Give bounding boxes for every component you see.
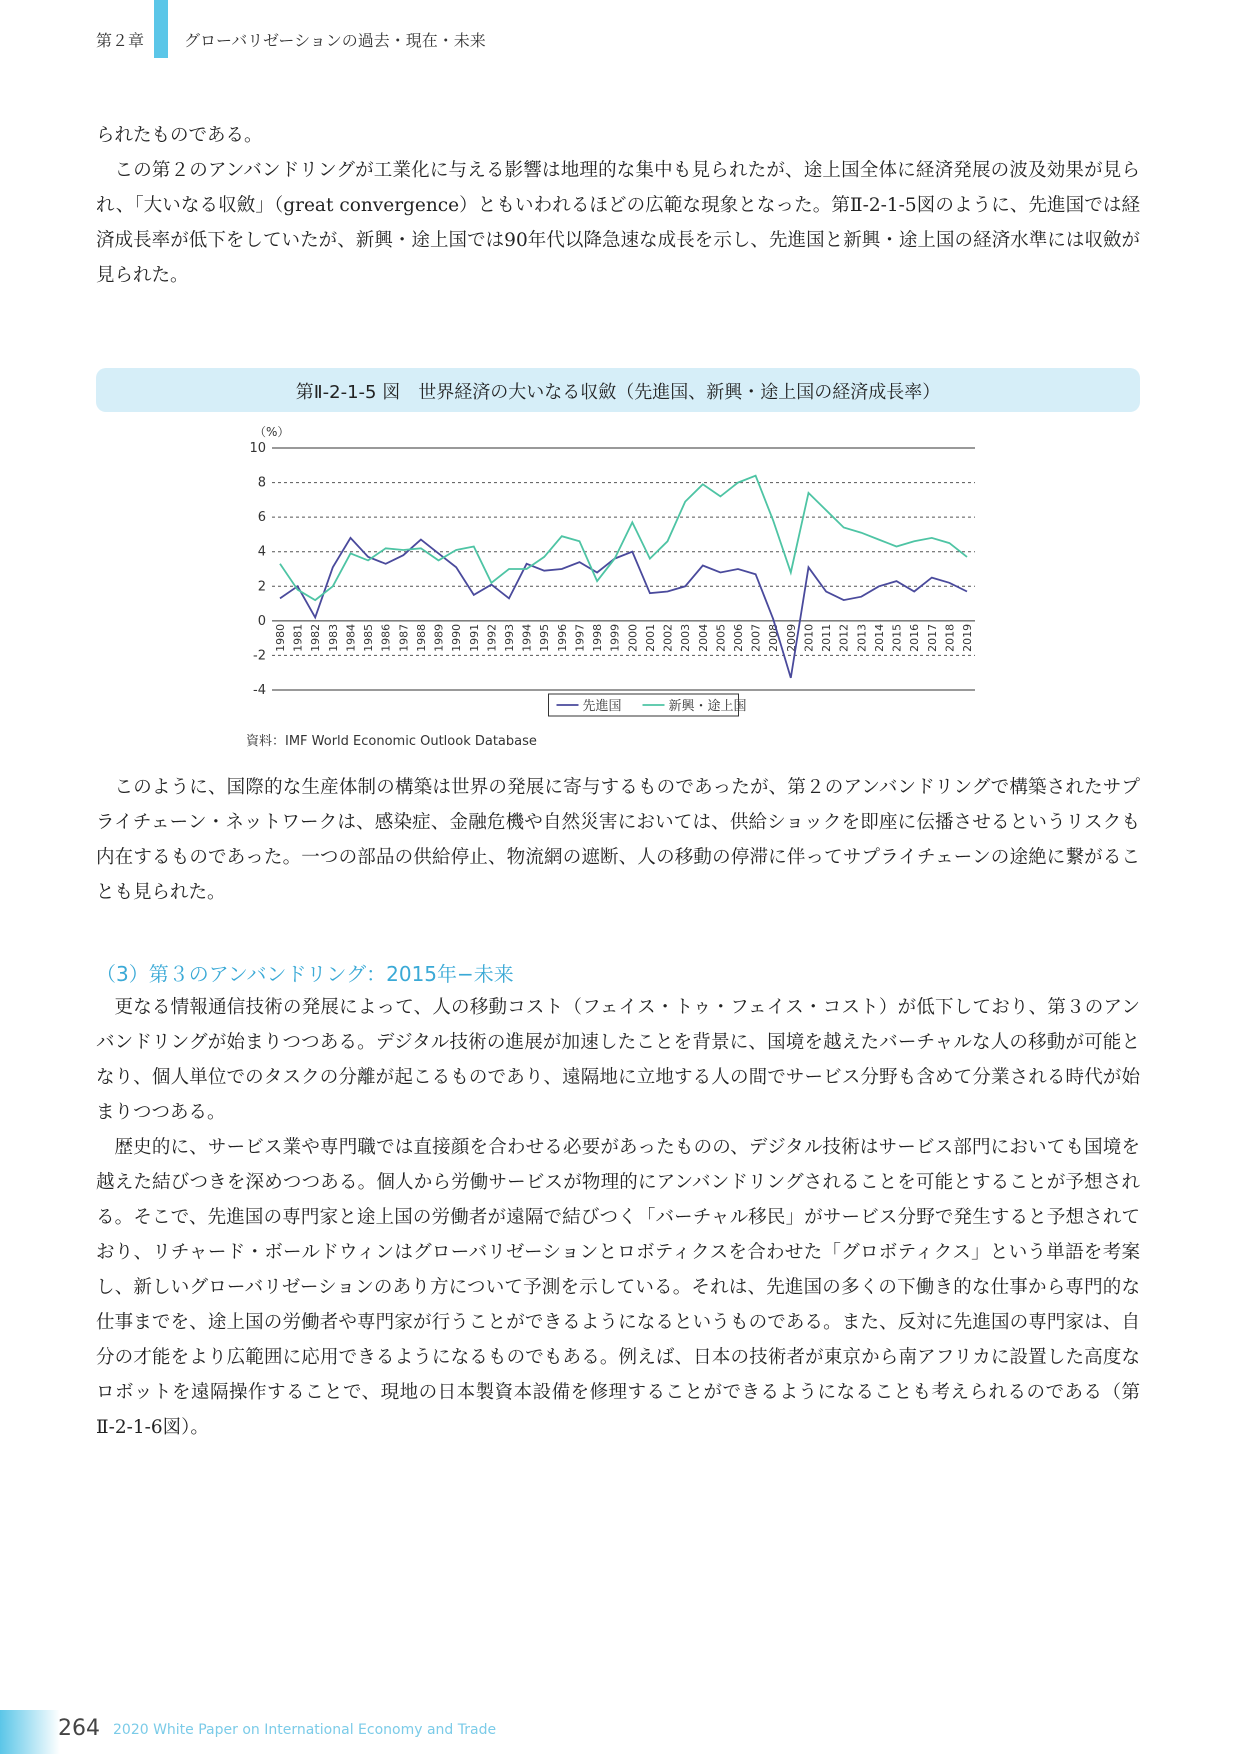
x-tick-label: 1991 xyxy=(467,623,481,652)
legend-label-1: 新興・途上国 xyxy=(668,699,747,714)
after-chart-paragraph: このように、国際的な生産体制の構築は世界の発展に寄与するものであったが、第２のアンバンドリングで構築されたサプライチェーン・ネットワークは、感染症、金融危機や自然災害においては、供給ショックを即座に伝播させるというリスクも内在するものであった。一つの部品の供給停止、物流網の遮断、人の移動の停滞に伴ってサプライチェーンの途絶に繋がることも見られた。 xyxy=(96,777,1140,903)
section-3-paragraph-2: 歴史的に、サービス業や専門職では直接顔を合わせる必要があったものの、デジタル技術はサービス部門においても国境を越えた結びつきを深めつつある。個人から労働サービスが物理的にアンバンドリングされることを可能とすることが予想される。そこで、先進国の専門家と途上国の労働者が遠隔で結びつく「バーチャル移民」がサービス分野で発生すると予想されており、リチャード・ボールドウィンはグローバリゼーションとロボティクスを合わせた「グロボティクス」という単語を考案し、新しいグローバリゼーションのあり方について予測を示している。それは、先進国の多くの下働き的な仕事から専門的な仕事までを、途上国の労働者や専門家が行うことができるようになるというものである。また、反対に先進国の専門家は、自分の才能をより広範囲に応用できるようになるものでもある。例えば、日本の技術者が東京から南アフリカに設置した高度なロボットを遠隔操作することで、現地の日本製資本設備を修理することができるようになることも考えられるのである（第Ⅱ-2-1-6図）。 xyxy=(96,1137,1140,1438)
x-tick-label: 2016 xyxy=(908,623,922,652)
figure-title-box xyxy=(96,368,1140,412)
x-tick-label: 1982 xyxy=(309,623,323,652)
chapter-title: グローバリゼーションの過去・現在・未来 xyxy=(184,31,486,50)
x-tick-label: 1992 xyxy=(485,623,499,652)
x-tick-label: 2017 xyxy=(925,623,939,652)
x-tick-label: 2004 xyxy=(696,623,710,652)
y-tick-label: 6 xyxy=(257,510,266,526)
legend-label-0: 先進国 xyxy=(582,699,622,714)
x-tick-label: 2003 xyxy=(679,623,693,652)
after-chart-text xyxy=(96,770,1140,910)
y-tick-label: 10 xyxy=(249,441,266,456)
x-tick-label: 1997 xyxy=(573,623,587,652)
x-tick-label: 1994 xyxy=(520,623,534,652)
y-tick-label: -4 xyxy=(253,683,266,698)
x-tick-label: 1993 xyxy=(503,623,516,652)
chapter-accent-bar xyxy=(154,0,168,58)
x-tick-label: 1998 xyxy=(591,623,605,652)
x-tick-label: 2018 xyxy=(943,623,957,652)
x-tick-label: 1981 xyxy=(291,623,305,652)
x-tick-label: 1980 xyxy=(274,623,287,652)
x-tick-label: 2011 xyxy=(820,623,834,652)
x-tick-label: 1996 xyxy=(555,623,569,652)
chapter-label: 第２章 xyxy=(96,31,145,50)
x-tick-label: 1988 xyxy=(414,623,428,652)
page-header xyxy=(0,0,1241,60)
y-tick-label: 8 xyxy=(257,475,266,491)
section-3-heading: （3）第３のアンバンドリング：2015年−未来 xyxy=(96,962,514,986)
page-number: 264 xyxy=(58,1716,100,1741)
x-tick-label: 1984 xyxy=(344,623,358,652)
x-tick-label: 2014 xyxy=(872,623,886,652)
x-tick-label: 1990 xyxy=(450,623,464,652)
x-tick-label: 1983 xyxy=(326,623,340,652)
x-tick-label: 2001 xyxy=(643,623,657,652)
x-tick-label: 2007 xyxy=(749,623,763,652)
x-tick-label: 1987 xyxy=(397,623,411,652)
y-tick-label: 4 xyxy=(257,544,266,560)
x-tick-label: 2005 xyxy=(714,623,728,652)
intro-paragraph-2: この第２のアンバンドリングが工業化に与える影響は地理的な集中も見られたが、途上国全体に経済発展の波及効果が見られ、「大いなる収斂」（great convergence）ともいわれるほどの広範な現象となった。第Ⅱ-2-1-5図のように、先進国では経済成長率が低下をしていたが、新興・途上国では90年代以降急速な成長を示し、先進国と新興・途上国の経済水準には収斂が見られた。 xyxy=(96,160,1140,286)
x-tick-label: 1999 xyxy=(608,623,622,652)
section-3-paragraph-1: 更なる情報通信技術の発展によって、人の移動コスト（フェイス・トゥ・フェイス・コスト）が低下しており、第３のアンバンドリングが始まりつつある。デジタル技術の進展が加速したことを背景に、国境を越えたバーチャルな人の移動が可能となり、個人単位でのタスクの分離が起こるものであり、遠隔地に立地する人の間でサービス分野も含めて分業される時代が始まりつつある。 xyxy=(96,997,1140,1123)
x-tick-label: 2009 xyxy=(784,623,798,652)
footer-title: 2020 White Paper on International Economy and Trade xyxy=(113,1722,497,1738)
y-tick-label: -2 xyxy=(253,648,266,664)
intro-paragraph-1: られたものである。 xyxy=(96,125,263,146)
growth-rate-line-chart xyxy=(240,418,1000,728)
y-tick-label: 2 xyxy=(257,579,266,595)
series-line-1 xyxy=(280,476,967,600)
x-tick-label: 2000 xyxy=(626,623,640,652)
x-tick-label: 2010 xyxy=(802,623,816,652)
x-tick-label: 1995 xyxy=(538,623,552,652)
x-tick-label: 2013 xyxy=(855,623,869,652)
x-tick-label: 2002 xyxy=(661,623,675,652)
x-tick-label: 1985 xyxy=(362,623,376,652)
intro-text xyxy=(96,118,1140,293)
y-tick-label: 0 xyxy=(257,613,266,629)
x-tick-label: 2006 xyxy=(732,623,745,652)
x-tick-label: 2015 xyxy=(890,623,904,652)
footer-accent-bar xyxy=(0,1710,60,1754)
x-tick-label: 2008 xyxy=(767,623,781,652)
x-tick-label: 2012 xyxy=(837,623,851,652)
y-axis-label: （%） xyxy=(254,425,290,439)
x-tick-label: 1989 xyxy=(432,623,446,652)
figure-title: 第Ⅱ-2-1-5 図 世界経済の大いなる収斂（先進国、新興・途上国の経済成長率） xyxy=(295,382,941,403)
figure-source: 資料：IMF World Economic Outlook Database xyxy=(246,734,537,749)
x-tick-label: 1986 xyxy=(379,623,393,652)
section-3-text xyxy=(96,990,1140,1445)
series-line-0 xyxy=(280,538,967,678)
x-tick-label: 2019 xyxy=(961,623,974,652)
